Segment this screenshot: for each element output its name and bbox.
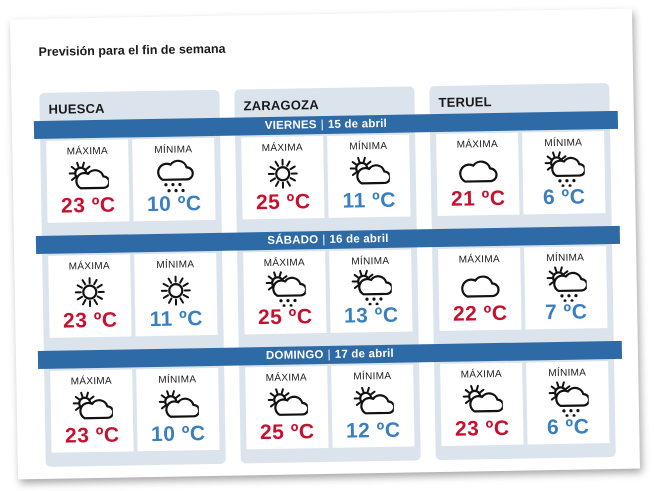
temperature-value: 25 ºC	[259, 420, 315, 445]
sun-cloud-rain-icon	[544, 265, 587, 302]
cloud-icon	[458, 267, 501, 304]
sun-icon	[68, 274, 111, 311]
max-label: MÁXIMA	[456, 138, 499, 151]
temperature-value: 22 ºC	[452, 301, 508, 326]
sun-cloud-icon	[347, 154, 390, 191]
forecast-title: Previsión para el fin de semana	[38, 41, 226, 59]
min-temp-cell	[329, 249, 412, 332]
min-temp-cell	[522, 131, 605, 214]
temperature-value: 10 ºC	[146, 192, 202, 217]
day-date: 16 de abril	[329, 232, 389, 246]
day-separator: |	[327, 348, 331, 361]
min-temp-cell	[526, 361, 609, 444]
min-temp-cell	[132, 138, 215, 221]
min-label: MÍNIMA	[156, 259, 195, 271]
sun-icon	[261, 155, 304, 192]
max-label: MÁXIMA	[261, 142, 304, 155]
max-temp-cell	[243, 251, 326, 334]
max-label: MÁXIMA	[68, 260, 111, 273]
temperature-value: 13 ºC	[343, 303, 399, 328]
max-temp-cell	[438, 248, 521, 331]
min-label: MÍNIMA	[548, 367, 587, 380]
min-label: MÍNIMA	[349, 140, 388, 153]
min-label: MÍNIMA	[353, 370, 392, 383]
day-date: 15 de abril	[327, 117, 388, 131]
temperature-value: 23 ºC	[62, 308, 118, 333]
max-temp-cell	[245, 366, 328, 449]
forecast-content	[32, 23, 623, 463]
temperature-value: 21 ºC	[450, 186, 506, 211]
forecast-card	[10, 9, 640, 480]
min-label: MÍNIMA	[351, 255, 390, 268]
max-label: MÁXIMA	[458, 253, 501, 266]
temperature-value: 10 ºC	[150, 422, 206, 447]
day-separator: |	[320, 119, 325, 132]
sun-cloud-icon	[66, 159, 109, 196]
max-label: MÁXIMA	[263, 257, 306, 270]
temperature-value: 25 ºC	[257, 305, 313, 330]
temperature-value: 11 ºC	[149, 307, 204, 332]
max-temp-cell	[440, 363, 523, 446]
max-label: MÁXIMA	[70, 375, 113, 388]
temperature-value: 23 ºC	[60, 193, 116, 218]
sun-cloud-icon	[265, 385, 308, 422]
temperature-value: 12 ºC	[345, 418, 401, 443]
sun-icon	[154, 272, 197, 309]
min-temp-cell	[327, 135, 410, 218]
min-label: MÍNIMA	[154, 144, 193, 156]
city-name: HUESCA	[48, 100, 105, 117]
sun-cloud-icon	[156, 387, 199, 424]
temperature-value: 11 ºC	[342, 188, 397, 213]
temperature-value: 6 ºC	[546, 415, 590, 440]
min-label: MÍNIMA	[546, 252, 585, 265]
max-temp-cell	[48, 254, 131, 337]
min-temp-cell	[134, 253, 217, 336]
sun-cloud-icon	[351, 384, 394, 421]
sun-cloud-rain-icon	[263, 270, 306, 307]
cloud-rain-icon	[152, 157, 195, 194]
max-temp-cell	[50, 369, 133, 452]
day-date: 17 de abril	[334, 347, 394, 361]
day-separator: |	[322, 233, 326, 247]
sun-cloud-icon	[460, 382, 503, 419]
temperature-value: 25 ºC	[255, 190, 311, 215]
min-label: MÍNIMA	[544, 137, 583, 150]
sun-cloud-rain-icon	[349, 269, 392, 306]
temperature-value: 23 ºC	[454, 416, 510, 441]
sun-cloud-icon	[70, 389, 113, 426]
max-label: MÁXIMA	[66, 145, 109, 158]
min-label: MÍNIMA	[158, 374, 197, 386]
day-name: SÁBADO	[267, 234, 319, 248]
max-temp-cell	[46, 139, 129, 222]
max-temp-cell	[436, 133, 519, 216]
sun-cloud-rain-icon	[542, 150, 585, 187]
max-label: MÁXIMA	[265, 372, 308, 385]
temperature-value: 7 ºC	[544, 300, 588, 325]
cloud-icon	[456, 152, 499, 189]
min-temp-cell	[136, 368, 219, 451]
city-name: ZARAGOZA	[243, 97, 319, 114]
max-temp-cell	[241, 136, 324, 219]
min-temp-cell	[331, 364, 414, 447]
min-temp-cell	[524, 246, 607, 329]
day-name: DOMINGO	[265, 349, 324, 363]
city-name: TERUEL	[438, 94, 492, 110]
max-label: MÁXIMA	[460, 368, 503, 381]
day-name: VIERNES	[264, 119, 317, 133]
temperature-value: 6 ºC	[542, 185, 586, 210]
temperature-value: 23 ºC	[64, 423, 120, 448]
sun-cloud-rain-icon	[546, 380, 589, 417]
